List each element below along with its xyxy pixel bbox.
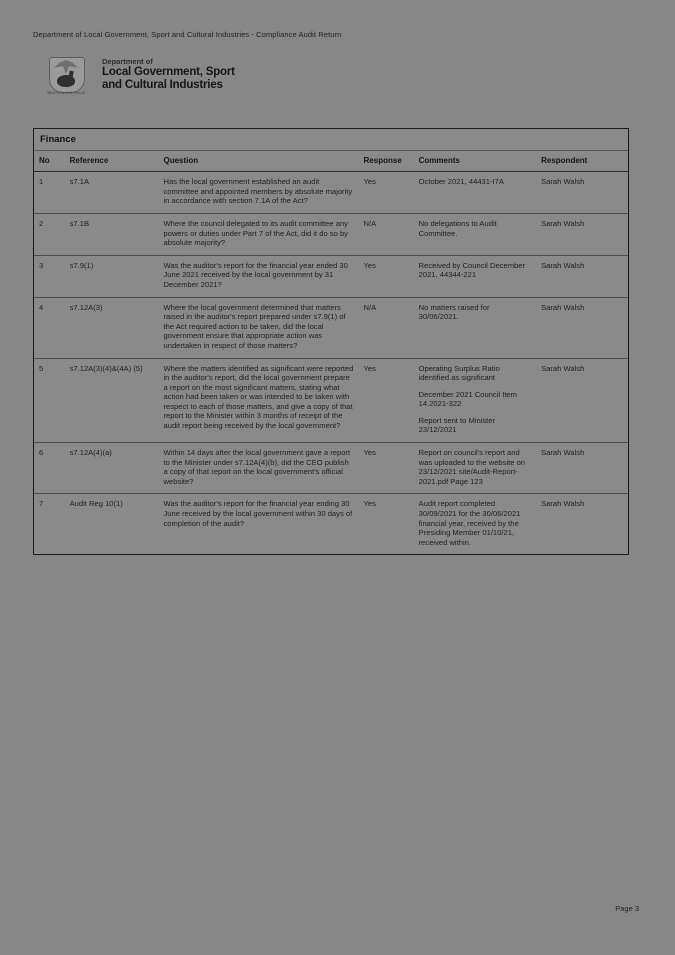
column-header: No — [34, 150, 65, 172]
cell-respondent: Sarah Walsh — [536, 255, 628, 297]
cell-no: 7 — [39, 499, 44, 509]
cell-respondent: Sarah Walsh — [541, 499, 585, 509]
table-row — [34, 358, 628, 443]
cell-response: Yes — [363, 499, 376, 509]
cell-comments — [414, 297, 536, 358]
compliance-audit-table — [34, 129, 628, 554]
cell-comments — [414, 443, 536, 494]
table-header-row — [34, 150, 628, 172]
logo-text-block — [102, 57, 270, 91]
cell-response: N/A — [359, 297, 414, 358]
page-number: Page 3 — [615, 904, 639, 913]
comment-paragraph: December 2021 Council Item 14.2021-322 — [418, 389, 517, 409]
logo-title-line-2: and Cultural Industries — [102, 78, 223, 91]
cell-question: Where the council delegated to its audit committee any powers or duties under Part 7 of the Act, did it do so by absolute majority? — [159, 213, 359, 255]
cell-respondent: Sarah Walsh — [536, 172, 628, 214]
column-header: Comments — [414, 150, 536, 172]
comment-paragraph: October 2021, 44431-I7A — [418, 177, 504, 187]
comment-paragraph: Audit report completed 30/09/2021 for the 30/06/2021 financial year, received by the Presiding Member 01/10/21, received within. — [418, 499, 521, 547]
cell-respondent: Sarah Walsh — [536, 297, 628, 358]
cell-respondent: Sarah Walsh — [536, 213, 628, 255]
cell-response: Yes — [359, 255, 414, 297]
column-header: Question — [159, 150, 359, 172]
cell-response: N/A — [359, 213, 414, 255]
comment-paragraph: Report sent to Minister 23/12/2021 — [418, 415, 496, 435]
table-section-row — [34, 129, 628, 150]
table-row — [34, 443, 628, 494]
crest-swan-shape — [57, 75, 75, 87]
table-section-title: Finance — [34, 129, 628, 150]
column-header: Respondent — [536, 150, 628, 172]
cell-response: Yes — [359, 358, 414, 443]
crest-motto-text: WESTERN AUSTRALIA — [47, 91, 85, 95]
cell-response: Yes — [359, 443, 414, 494]
cell-reference: s7.1B — [65, 213, 159, 255]
column-header: Reference — [65, 150, 159, 172]
cell-comments — [414, 172, 536, 214]
cell-question: Was the auditor's report for the financial year ended 30 June 2021 received by the local government by 31 December 2021? — [159, 255, 359, 297]
wa-state-crest-icon — [40, 56, 92, 104]
table-row — [34, 172, 628, 214]
cell-no: 5 — [34, 358, 65, 443]
cell-respondent: Sarah Walsh — [536, 443, 628, 494]
comment-paragraph: No matters raised for 30/06/2021. — [418, 302, 490, 322]
comment-paragraph: Operating Surplus Ratio identified as significant — [418, 363, 500, 383]
cell-comments — [414, 213, 536, 255]
comment-paragraph: Received by Council December 2021, 44344-221 — [418, 260, 526, 280]
logo-department-line: Department of — [102, 57, 153, 66]
cell-respondent: Sarah Walsh — [536, 358, 628, 443]
cell-reference: Audit Reg 10(1) — [69, 499, 123, 509]
cell-reference: s7.9(1) — [65, 255, 159, 297]
cell-no: 3 — [34, 255, 65, 297]
cell-comments — [414, 494, 536, 554]
cell-reference: s7.12A(3) — [65, 297, 159, 358]
comment-paragraph: Report on council's report and was uploaded to the website on 23/12/2021 site/Audit-Report-2021.pdf Page 123 — [418, 448, 526, 486]
table-row — [34, 255, 628, 297]
cell-response: Yes — [359, 172, 414, 214]
document-breadcrumb: Department of Local Government, Sport and Cultural Industries - Compliance Audit Return — [33, 30, 342, 39]
logo-title-line-1: Local Government, Sport — [102, 66, 235, 78]
cell-no: 6 — [34, 443, 65, 494]
cell-no: 4 — [34, 297, 65, 358]
cell-comments — [414, 358, 536, 443]
cell-question: Was the auditor's report for the financial year ending 30 June received by the local government within 30 days of completion of the audit? — [163, 499, 353, 528]
cell-reference: s7.12A(3)(4)&(4A) (5) — [65, 358, 159, 443]
cell-question: Where the local government determined that matters raised in the auditor's report prepared under s7.9(1) of the Act required action to be taken, did the local government ensure that appropriate action was undertaken in respect of those matters? — [159, 297, 359, 358]
cell-reference: s7.1A — [65, 172, 159, 214]
cell-question: Within 14 days after the local government gave a report to the Minister under s7.12A(4)(b), did the CEO publish a copy of that report on the local government's official website? — [159, 443, 359, 494]
cell-reference: s7.12A(4)(a) — [65, 443, 159, 494]
cell-comments — [414, 255, 536, 297]
table-row — [34, 213, 628, 255]
cell-no: 1 — [34, 172, 65, 214]
cell-question: Where the matters identified as significant were reported in the auditor's report, did the local government prepare a report on the most significant matters, stating what action had been taken or was intended to be taken with respect to each of those matters, and give a copy of that report to the Minister within 3 months of receipt of the audit report being received by the local government? — [159, 358, 359, 443]
compliance-audit-table-wrapper — [33, 128, 629, 555]
table-row — [34, 297, 628, 358]
table-row — [34, 494, 628, 554]
cell-no: 2 — [34, 213, 65, 255]
cell-question: Has the local government established an audit committee and appointed members by absolute majority in accordance with section 7.1A of the Act? — [159, 172, 359, 214]
department-logo — [40, 56, 270, 104]
column-header: Response — [359, 150, 414, 172]
comment-paragraph: No delegations to Audit Committee. — [418, 218, 497, 238]
